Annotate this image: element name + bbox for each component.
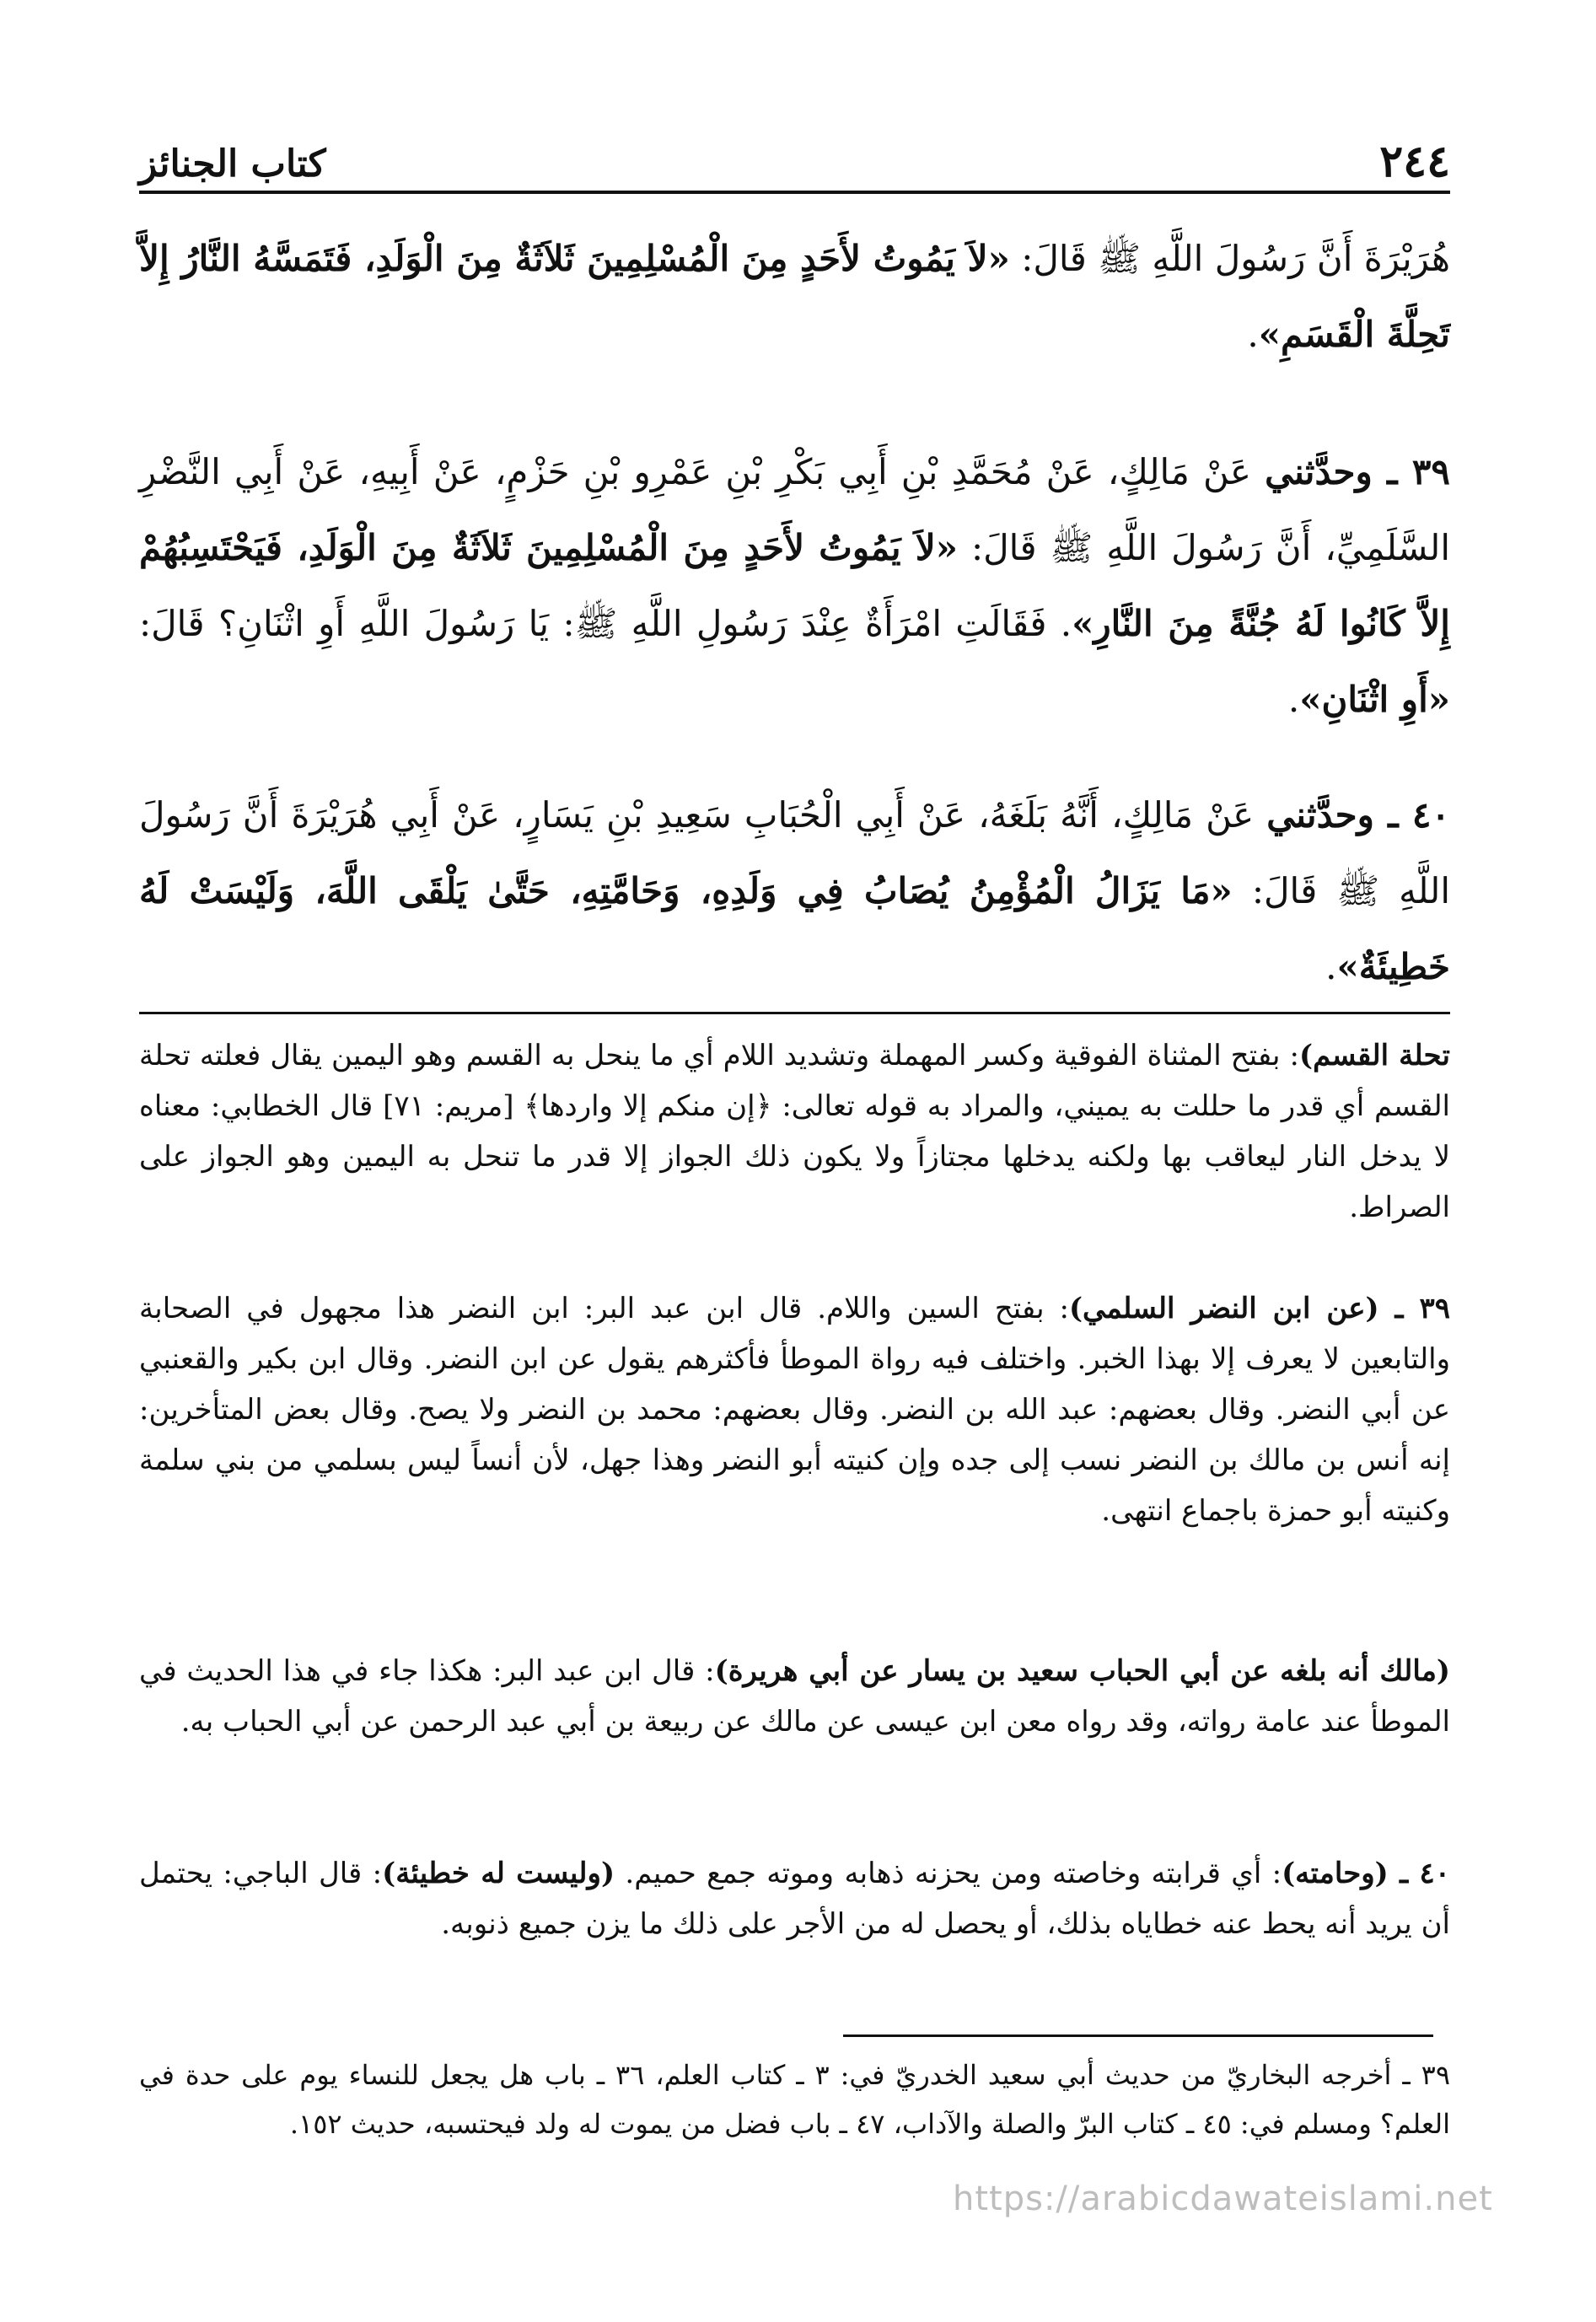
commentary-text: : بفتح السين واللام. قال ابن عبد البر: ابن النضر هذا مجهول في الصحابة والتابعين لا يعرف إلا بهذا الخبر. واختلف فيه رواة الموطأ فأكثرهم يقول عن ابن النضر. وقال ابن بكير والقعنبي عن أبي النضر. وقال بعضهم: عبد الله بن النضر. وقال بعضهم: محمد بن النضر ولا يصح. وقال بعض المتأخرين: إنه أنس بن مالك بن النضر نسب إلى جده وإن كنيته أبو النضر وهذا جهل، لأن أنساً ليس بسلمي من بني سلمة وكنيته أبو حمزة باجماع انتهى.: [139, 1292, 1450, 1528]
commentary-text-2: : قال الباجي: يحتمل أن يريد أنه يحط عنه خطاياه بذلك، أو يحصل له من الأجر على ذلك ما يزن جميع ذنوبه.: [139, 1857, 1450, 1941]
prophetic-quote: «مَا يَزَالُ الْمُؤْمِنُ يُصَابُ فِي وَلَدِهِ، وَحَامَّتِهِ، حَتَّىٰ يَلْقَى اللَّهَ، وَلَيْسَتْ لَهُ خَطِيئَةٌ»: [139, 870, 1450, 987]
commentary-text: : أي قرابته وخاصته ومن يحزنه ذهابه وموته جمع حميم.: [615, 1857, 1282, 1890]
watermark-url: https://arabicdawateislami.net: [953, 2180, 1493, 2218]
hadith-middle: . فَقَالَتِ امْرَأَةٌ عِنْدَ رَسُولِ اللَّهِ ﷺ: يَا رَسُولَ اللَّهِ أَوِ اثْنَانِ؟ قَالَ:: [139, 603, 1072, 644]
footnote-text: ٣٩ ـ أخرجه البخاريّ من حديث أبي سعيد الخدريّ في: ٣ ـ كتاب العلم، ٣٦ ـ باب هل يجعل للنساء يوم على حدة في العلم؟ ومسلم في: ٤٥ ـ كتاب البرّ والصلة والآداب، ٤٧ ـ باب فضل من يموت له ولد فيحتسبه، حديث ١٥٢.: [139, 2059, 1451, 2140]
commentary-2: [139, 1283, 1450, 1536]
page-number: ٢٤٤: [1379, 136, 1450, 187]
commentary-term: (مالك أنه بلغه عن أبي الحباب سعيد بن يسار عن أبي هريرة): [714, 1654, 1450, 1688]
hadith-38-tail: [139, 221, 1450, 373]
prophetic-quote-2: «أَوِ اثْنَانِ»: [1299, 679, 1450, 720]
prophetic-quote: «لاَ يَمُوتُ لأَحَدٍ مِنَ الْمُسْلِمِينَ ثَلاَثَةٌ مِنَ الْوَلَدِ، فَتَمَسَّهُ النَّارُ إِلاَّ تَحِلَّةَ الْقَسَمِ»: [139, 238, 1450, 355]
commentary-term: ٣٩ ـ (عن ابن النضر السلمي): [1068, 1292, 1450, 1325]
hadith-number: ٣٩ ـ: [1372, 451, 1450, 492]
commentary-4: [139, 1848, 1450, 1949]
hadith-lead: وحدَّثني: [1266, 794, 1374, 836]
commentary-term-2: (وليست له خطيئة): [382, 1857, 615, 1890]
book-title: كتاب الجنائز: [139, 142, 326, 185]
commentary-text: : بفتح المثناة الفوقية وكسر المهملة وتشديد اللام أي ما ينحل به القسم وهو اليمين يقال فعلته تحلة القسم أي قدر ما حللت به يميني، والمراد به قوله تعالى: ﴿إن منكم إلا واردها﴾ [مريم: ٧١] قال الخطابي: معناه لا يدخل النار ليعاقب بها ولكنه يدخلها مجتازاً ولا يكون ذلك الجواز إلا قدر ما تنحل به اليمين وهو الجواز على الصراط.: [139, 1039, 1450, 1224]
hadith-end: .: [1287, 679, 1300, 720]
prophetic-quote: «لاَ يَمُوتُ لأَحَدٍ مِنَ الْمُسْلِمِينَ ثَلاَثَةٌ مِنَ الْوَلَدِ، فَيَحْتَسِبُهُمْ إِلاَّ كَانُوا لَهُ جُنَّةً مِنَ النَّارِ»: [139, 527, 1450, 644]
hadith-40: [139, 777, 1450, 1005]
footnote-divider: [843, 2034, 1433, 2037]
hadith-end: .: [1325, 946, 1337, 987]
commentary-text: : قال ابن عبد البر: هكذا جاء في هذا الحديث في الموطأ عند عامة رواته، وقد رواه معن ابن عيسى عن مالك عن ربيعة بن أبي عبد الرحمن عن أبي الحباب به.: [139, 1654, 1450, 1739]
hadith-39: [139, 434, 1450, 738]
hadith-chain: هُرَيْرَةَ أَنَّ رَسُولَ اللَّهِ ﷺ قَالَ:: [1009, 238, 1450, 279]
hadith-chain: عَنْ مَالِكٍ، أَنَّهُ بَلَغَهُ، عَنْ أَبِي الْحُبَابِ سَعِيدِ بْنِ يَسَارٍ، عَنْ أَبِي هُرَيْرَةَ أَنَّ رَسُولَ اللَّهِ ﷺ قَالَ:: [139, 794, 1451, 911]
footnote: [139, 2051, 1450, 2148]
commentary-term: ٤٠ ـ (وحامته): [1282, 1857, 1450, 1890]
commentary-divider: [139, 1012, 1450, 1014]
hadith-lead: وحدَّثني: [1265, 451, 1373, 492]
commentary-3: [139, 1646, 1450, 1747]
hadith-end: .: [1247, 314, 1259, 355]
commentary-1: [139, 1030, 1450, 1233]
hadith-number: ٤٠ ـ: [1373, 794, 1450, 836]
page-header: [139, 125, 1450, 194]
commentary-term: تحلة القسم): [1298, 1039, 1450, 1072]
hadith-chain: عَنْ مَالِكٍ، عَنْ مُحَمَّدِ بْنِ أَبِي بَكْرِ بْنِ عَمْرِو بْنِ حَزْمٍ، عَنْ أَبِيهِ، عَنْ أَبِي النَّضْرِ السَّلَمِيِّ، أَنَّ رَسُولَ اللَّهِ ﷺ قَالَ:: [139, 451, 1450, 568]
hadith-continuation: [139, 221, 1450, 373]
